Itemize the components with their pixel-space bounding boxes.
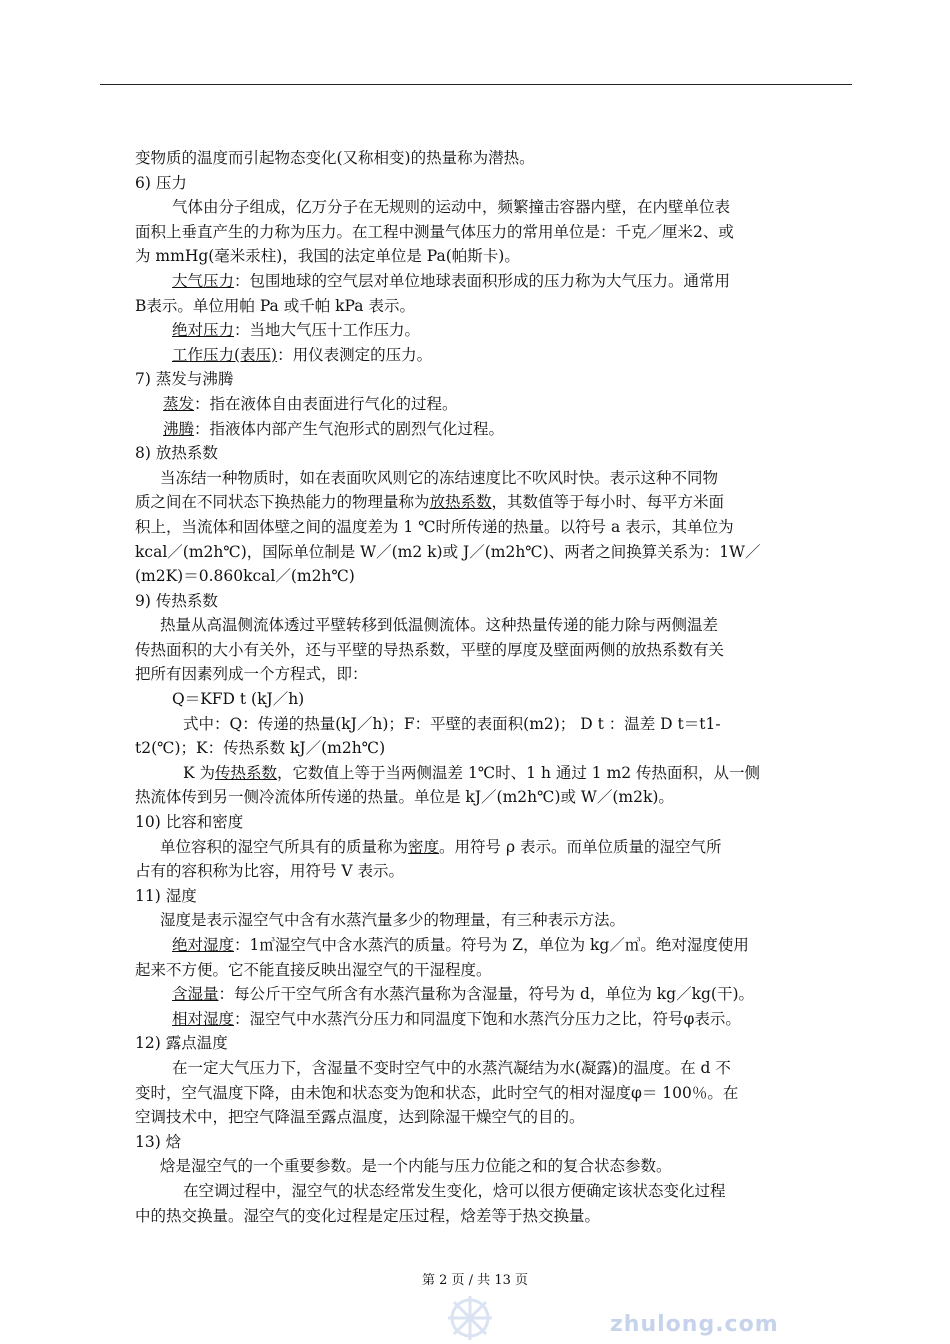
document-body	[135, 146, 855, 1228]
paragraph-line	[135, 244, 855, 269]
line-text: 空调技术中，把空气降温至露点温度，达到除湿干燥空气的目的。	[135, 1108, 585, 1127]
line-text: 式中：Q：传递的热量(kJ／h)；F：平壁的表面积(m2)； D t ：温差 D t＝t1-	[183, 714, 721, 733]
line-text: ：指液体内部产生气泡形式的剧烈气化过程。	[194, 419, 505, 438]
line-text: 焓是湿空气的一个重要参数。是一个内能与压力位能之和的复合状态参数。	[160, 1157, 672, 1176]
paragraph-line	[135, 662, 855, 687]
line-text: 传热面积的大小有关外，还与平壁的导热系数，平壁的厚度及壁面两侧的放热系数有关	[135, 640, 725, 659]
line-text: ：湿空气中水蒸汽分压力和同温度下饱和水蒸汽分压力之比，符号φ表示。	[234, 1009, 741, 1028]
line-text: t2(℃)；K：传热系数 kJ／(m2h℃)	[135, 739, 386, 758]
paragraph-line	[135, 638, 855, 663]
line-text: ：包围地球的空气层对单位地球表面积形成的压力称为大气压力。通常用	[234, 271, 731, 290]
underlined-term: 含湿量	[172, 985, 219, 1004]
paragraph-line	[135, 835, 855, 860]
line-text: 热量从高温侧流体透过平壁转移到低温侧流体。这种热量传递的能力除与两侧温差	[160, 616, 719, 635]
watermark-logo	[430, 1290, 510, 1344]
line-text: ：指在液体自由表面进行气化的过程。	[194, 394, 458, 413]
paragraph-line	[135, 933, 855, 958]
section-heading	[135, 589, 855, 614]
page-footer: 第 2 页 / 共 13 页	[422, 1273, 528, 1288]
line-text: 变物质的温度而引起物态变化(又称相变)的热量称为潜热。	[135, 149, 535, 167]
line-text: 13) 焓	[135, 1132, 182, 1151]
paragraph-line	[135, 466, 855, 491]
section-heading	[135, 884, 855, 909]
line-text: ：用仪表测定的压力。	[277, 345, 433, 364]
paragraph-line	[135, 146, 855, 171]
paragraph-line	[135, 343, 855, 368]
paragraph-line	[135, 1056, 855, 1081]
line-text: 12) 露点温度	[135, 1034, 228, 1053]
paragraph-line	[135, 785, 855, 810]
paragraph-line	[135, 1204, 855, 1229]
section-heading	[135, 171, 855, 196]
line-text: 在一定大气压力下，含湿量不变时空气中的水蒸汽凝结为水(凝露)的温度。在 d 不	[172, 1058, 731, 1077]
line-text: 中的热交换量。湿空气的变化过程是定压过程，焓差等于热交换量。	[135, 1206, 601, 1225]
line-text: 把所有因素列成一个方程式，即：	[135, 665, 368, 684]
underlined-term: 绝对湿度	[172, 936, 235, 954]
line-prefix: 质之间在不同状态下换热能力的物理量称为	[135, 493, 430, 512]
line-text: 积上，当流体和固体壁之间的温度差为 1 ℃时所传递的热量。以符号 a 表示，其单位为	[135, 517, 734, 536]
line-text: 占有的容积称为比容，用符号 V 表示。	[135, 862, 405, 881]
line-text: 6) 压力	[135, 173, 187, 192]
line-text: ：1㎥湿空气中含水蒸汽的质量。符号为 Z，单位为 kg／㎥。绝对湿度使用	[234, 936, 749, 954]
line-text: ，它数值上等于当两侧温差 1℃时、1 h 通过 1 m2 传热面积，从一侧	[277, 763, 761, 782]
underlined-term: 传热系数	[215, 763, 278, 782]
underlined-term: 密度	[408, 837, 440, 856]
line-text: 在空调过程中，湿空气的状态经常发生变化，焓可以很方便确定该状态变化过程	[183, 1181, 726, 1200]
section-heading	[135, 441, 855, 466]
paragraph-line	[135, 417, 855, 442]
line-text: 10) 比容和密度	[135, 813, 244, 832]
line-text: (m2K)＝0.860kcal／(m2h℃)	[135, 567, 355, 586]
line-text: 面积上垂直产生的力称为压力。在工程中测量气体压力的常用单位是：千克／厘米2、或	[135, 222, 734, 241]
line-prefix: 单位容积的湿空气所具有的质量称为	[160, 837, 409, 856]
line-text: 9) 传热系数	[135, 591, 218, 610]
line-text: 热流体传到另一侧冷流体所传递的热量。单位是 kJ／(m2h℃)或 W／(m2k)。	[135, 788, 674, 807]
paragraph-line	[135, 515, 855, 540]
underlined-term: 绝对压力	[172, 321, 235, 340]
paragraph-line	[135, 982, 855, 1007]
underlined-term: 沸腾	[163, 419, 195, 438]
line-text: 变时，空气温度下降，由未饱和状态变为饱和状态，此时空气的相对湿度φ＝ 100％。在	[135, 1083, 739, 1102]
line-text: 11) 湿度	[135, 886, 197, 905]
paragraph-line	[135, 1007, 855, 1032]
line-text: 8) 放热系数	[135, 444, 218, 463]
section-heading	[135, 1031, 855, 1056]
line-prefix: K 为	[183, 763, 216, 782]
line-text: ，其数值等于每小时、每平方米面	[491, 493, 725, 512]
underlined-term: 相对湿度	[172, 1009, 235, 1028]
paragraph-line	[135, 318, 855, 343]
line-text: 。用符号 ρ 表示。而单位质量的湿空气所	[439, 837, 722, 856]
line-text: 为 mmHg(毫米汞柱)，我国的法定单位是 Pa(帕斯卡)。	[135, 247, 520, 266]
section-heading	[135, 367, 855, 392]
line-text: 7) 蒸发与沸腾	[135, 370, 234, 389]
watermark-text: zhulong.com	[610, 1312, 779, 1337]
paragraph-line	[135, 687, 855, 712]
line-text: 当冻结一种物质时，如在表面吹风则它的冻结速度比不吹风时快。表示这种不同物	[160, 468, 719, 487]
line-text: 起来不方便。它不能直接反映出湿空气的干湿程度。	[135, 960, 492, 979]
line-text: 湿度是表示湿空气中含有水蒸汽量多少的物理量，有三种表示方法。	[160, 911, 626, 930]
paragraph-line	[135, 220, 855, 245]
line-text: Q＝KFD t (kJ／h)	[172, 690, 305, 709]
paragraph-line	[135, 712, 855, 737]
paragraph-line	[135, 269, 855, 294]
paragraph-line	[135, 195, 855, 220]
paragraph-line	[135, 1179, 855, 1204]
paragraph-line	[135, 859, 855, 884]
paragraph-line	[135, 908, 855, 933]
line-text: ：当地大气压十工作压力。	[234, 321, 421, 340]
line-text: kcal／(m2h℃)，国际单位制是 W／(m2 k)或 J／(m2h℃)、两者之间换算关系为：1W／	[135, 542, 761, 561]
underlined-term: 工作压力(表压)	[172, 345, 278, 364]
section-heading	[135, 1130, 855, 1155]
paragraph-line	[135, 1081, 855, 1106]
paragraph-line	[135, 613, 855, 638]
section-heading	[135, 810, 855, 835]
underlined-term: 大气压力	[172, 271, 235, 290]
underlined-term: 蒸发	[163, 394, 195, 413]
paragraph-line	[135, 1105, 855, 1130]
line-text: ：每公斤干空气所含有水蒸汽量称为含湿量，符号为 d，单位为 kg／kg(干)。	[218, 985, 755, 1004]
paragraph-line	[135, 958, 855, 983]
paragraph-line	[135, 1154, 855, 1179]
paragraph-line	[135, 564, 855, 589]
paragraph-line	[135, 540, 855, 565]
header-rule	[100, 84, 852, 85]
paragraph-line	[135, 736, 855, 761]
paragraph-line	[135, 294, 855, 319]
line-text: 气体由分子组成，亿万分子在无规则的运动中，频繁撞击容器内壁，在内壁单位表	[172, 198, 731, 217]
underlined-term: 放热系数	[429, 493, 492, 512]
line-text: B表示。单位用帕 Pa 或千帕 kPa 表示。	[135, 296, 415, 315]
paragraph-line	[135, 490, 855, 515]
paragraph-line	[135, 392, 855, 417]
paragraph-line	[135, 761, 855, 786]
